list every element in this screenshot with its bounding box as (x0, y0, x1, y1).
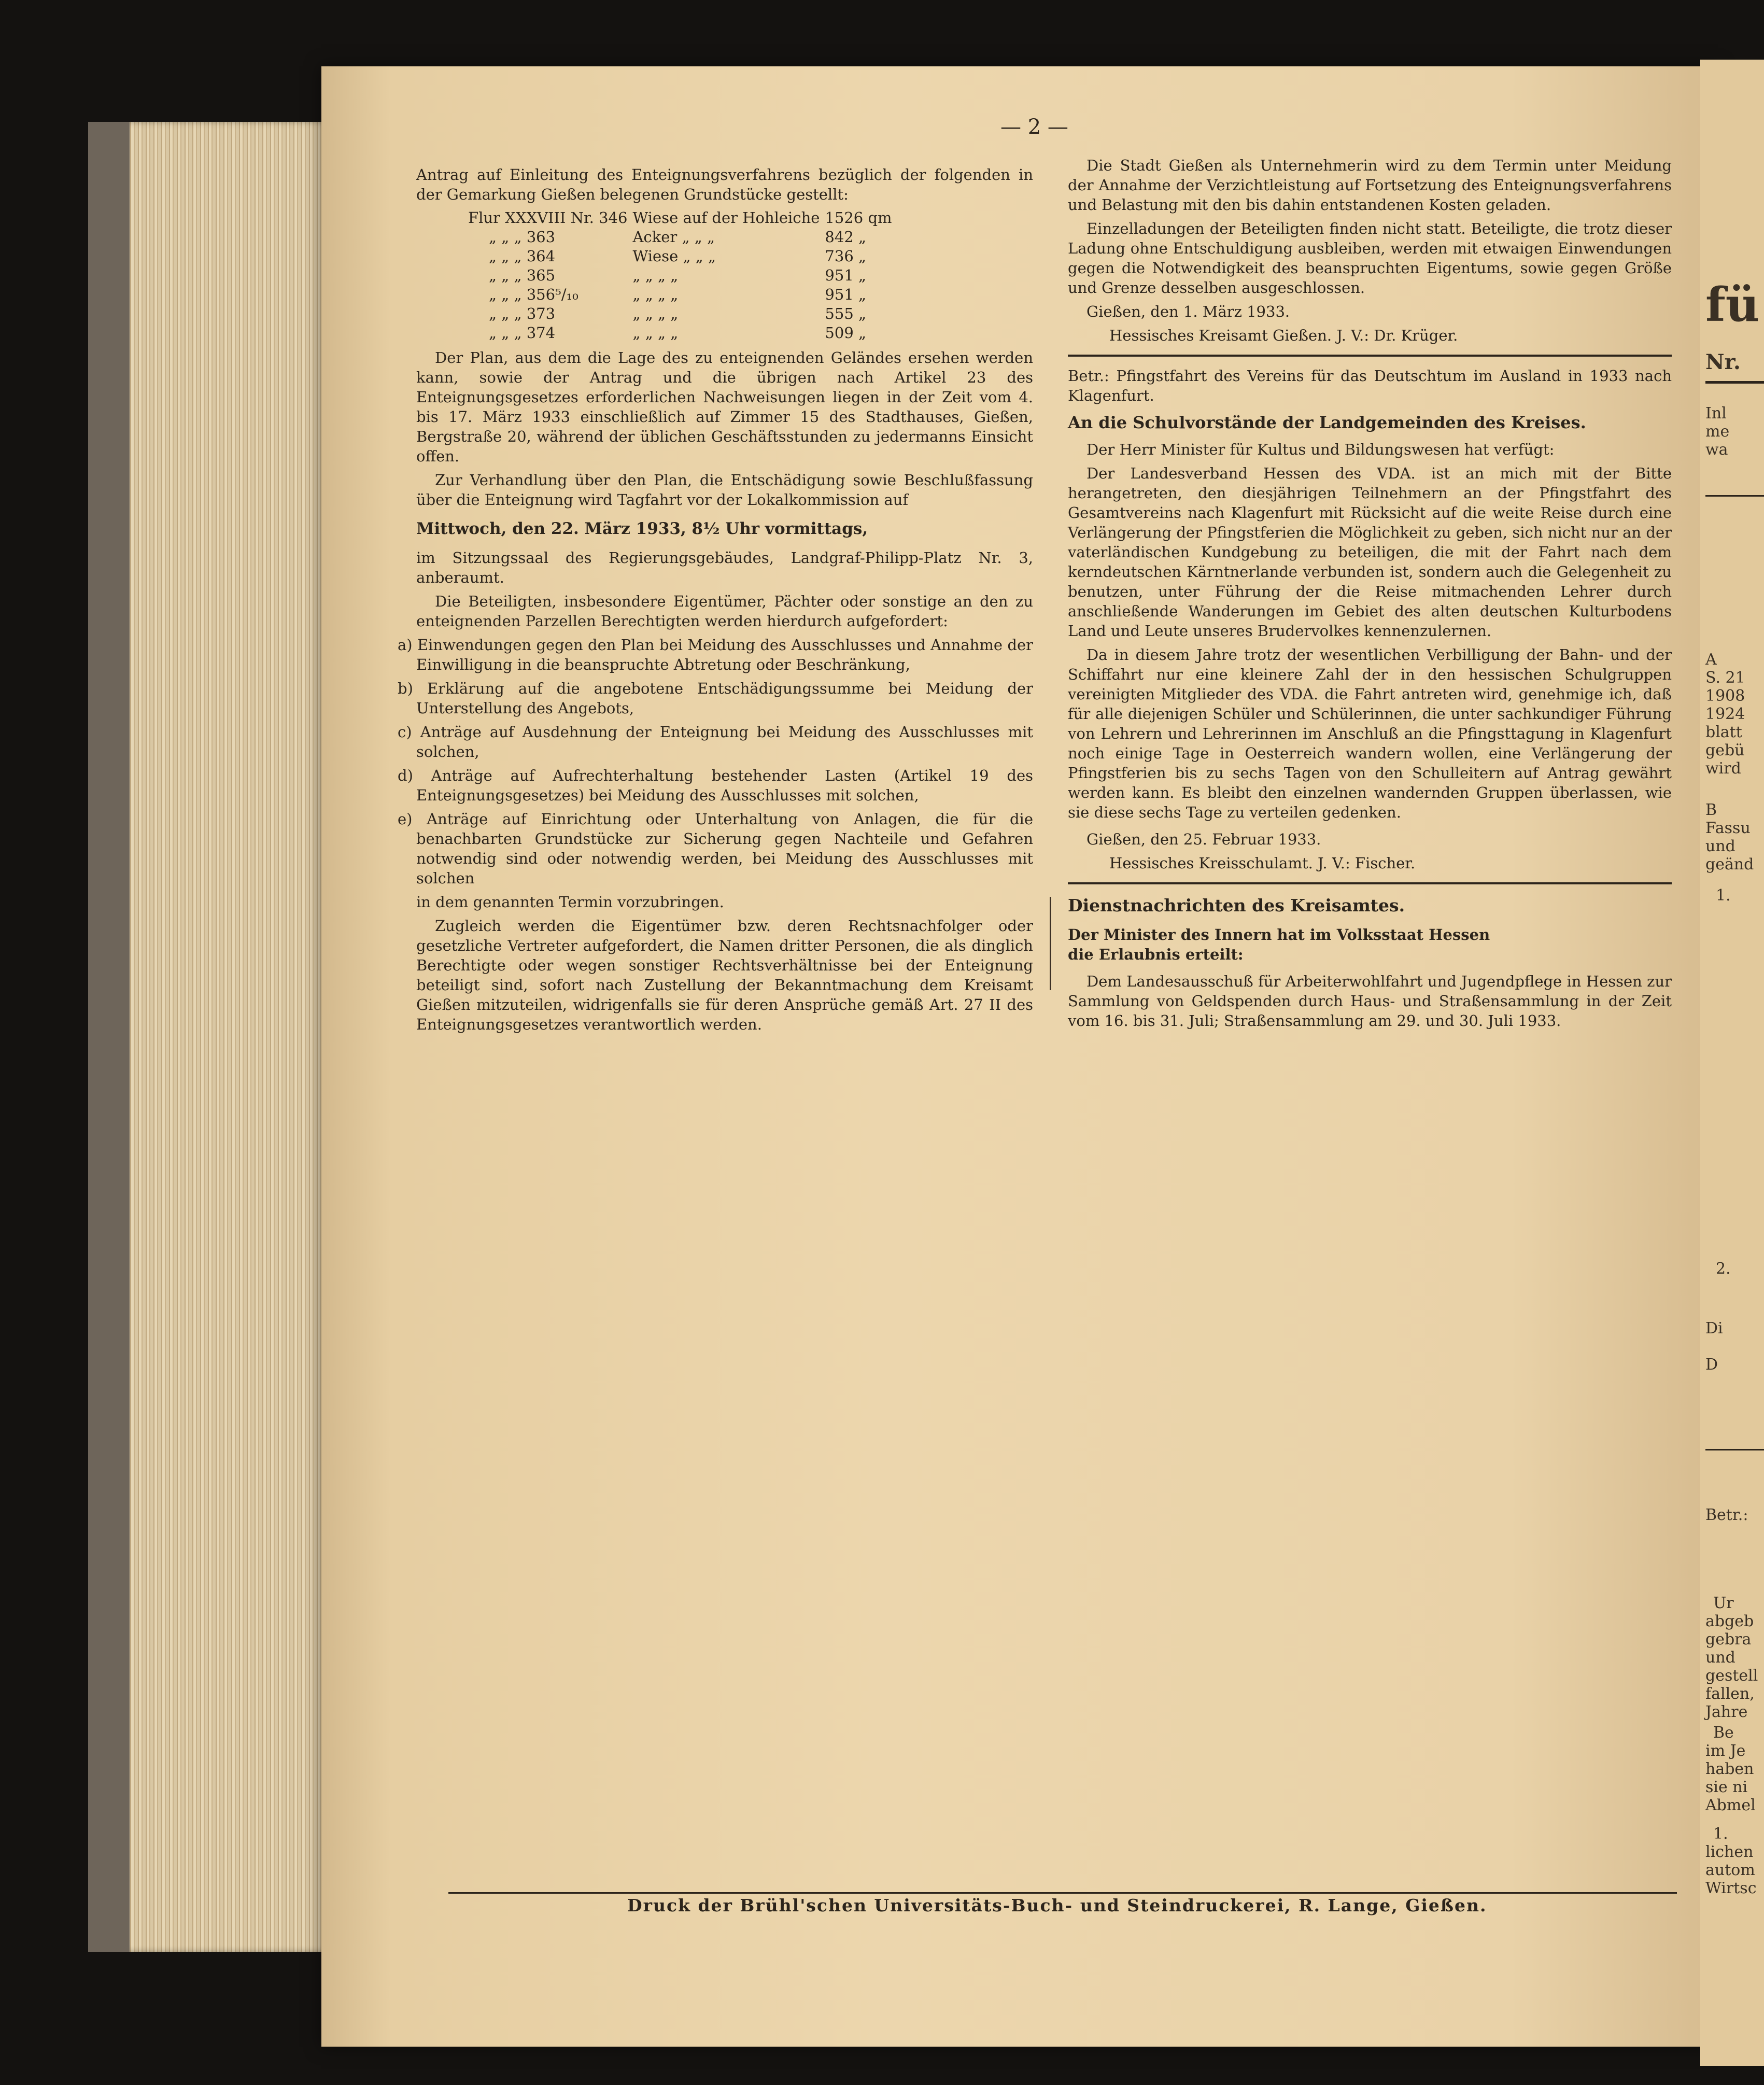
np-frag: fallen, (1705, 1685, 1755, 1703)
footer-rule (448, 1892, 1677, 1894)
subheading: die Erlaubnis erteilt: (1068, 946, 1244, 963)
np-frag: B (1705, 801, 1717, 819)
list-item: b) Erklärung auf die angebotene Entschädigungssumme bei Meidung der Unterstellung des Angebots, (398, 680, 1033, 717)
np-frag: 1924 (1705, 705, 1745, 723)
column-divider (1050, 897, 1051, 990)
np-frag: fü (1705, 277, 1760, 332)
np-rule (1705, 495, 1764, 497)
np-frag: Ur (1713, 1594, 1734, 1612)
signature: Hessisches Kreisamt Gießen. J. V.: Dr. Krüger. (1109, 327, 1458, 344)
da-paragraph: Da in diesem Jahre trotz der wesentlichen Verbilligung der Bahn- und der Schiffahrt nur eine kleinere Zahl der in den hessischen Schulgruppen vereinigten Mitglieder des VDA. die Fahrt antreten wird, genehmige ich, daß für alle diejenigen Schüler und Schülerinnen, die unter sachkundiger Führung von Lehrern und Lehrerinnen im Anschluß an die Pfingsttagung in Klagenfurt noch einige Tage in Oesterreich wandern wollen, eine Verlängerung der Pfingstferien bis zu sechs Tagen von den Schulleitern auf Antrag gewährt werden kann. Es bleibt den einzelnen wandernden Gruppen überlassen, wie sie diese sechs Tage zu verteilen gedenken. (1068, 646, 1672, 821)
list-item: a) Einwendungen gegen den Plan bei Meidung des Ausschlusses und Annahme der Einwilligung in die beanspruchte Abtretung oder Beschränkung, (398, 636, 1033, 673)
np-frag: blatt (1705, 723, 1742, 741)
np-frag: Betr.: (1705, 1506, 1748, 1524)
table-row (468, 208, 897, 228)
parcel-cell: „ „ „ 364 (489, 247, 556, 265)
table-row (468, 266, 897, 285)
parcel-cell: „ „ „ 365 (489, 266, 556, 284)
np-frag: 1908 (1705, 687, 1745, 705)
parcel-cell: „ „ „ „ (632, 266, 679, 284)
parcel-cell: 842 „ (825, 228, 867, 246)
parcel-cell: 951 „ (825, 266, 867, 284)
parcel-cell: „ „ „ „ (632, 286, 679, 303)
termin-paragraph: in dem genannten Termin vorzubringen. (416, 893, 724, 911)
np-frag: gebra (1705, 1630, 1752, 1649)
right-column (1068, 156, 1672, 1035)
plan-paragraph: Der Plan, aus dem die Lage des zu enteignenden Geländes ersehen werden kann, sowie der Antrag und die übrigen nach Artikel 23 des Enteignungsgesetzes erforderlichen Nachweisungen liegen in der Zeit vom 4. bis 17. März 1933 einschließlich auf Zimmer 15 des Stadthauses, Gießen, Bergstraße 20, während der üblichen Geschäftsstunden zu jedermanns Einsicht offen. (416, 349, 1033, 465)
signature: Hessisches Kreisschulamt. J. V.: Fischer. (1109, 854, 1416, 872)
section-heading: Dienstnachrichten des Kreisamtes. (1068, 895, 1405, 915)
section-rule (1068, 355, 1672, 357)
parcel-cell: 1526 qm (825, 209, 892, 227)
parcel-cell: Wiese auf der Hohleiche (632, 209, 820, 227)
subheading: Der Minister des Innern hat im Volksstaat Hessen (1068, 926, 1490, 943)
list-item: e) Anträge auf Einrichtung oder Unterhaltung von Anlagen, die für die benachbarten Grundstücke zur Sicherung gegen Nachteile und Gefahren notwendig sind oder notwendig werden, bei Meidung des Ausschlusses mit solchen (398, 810, 1033, 887)
np-frag: und (1705, 837, 1735, 855)
zugleich-paragraph: Zugleich werden die Eigentümer bzw. deren Rechtsnachfolger oder gesetzliche Vertreter aufgefordert, die Namen dritter Personen, die als dinglich Berechtigte oder wegen sonstiger Rechtsverhältnisse bei der Enteignung beteiligt sind, sofort nach Zustellung der Bekanntmachung dem Kreisamt Gießen mitzuteilen, widrigenfalls sie für deren Ansprüche gemäß Art. 27 II des Enteignungsgesetzes verantwortlich werden. (416, 917, 1033, 1033)
np-rule (1705, 381, 1764, 384)
table-row (468, 228, 897, 247)
sitzung-paragraph: im Sitzungssaal des Regierungsgebäudes, Landgraf-Philipp-Platz Nr. 3, anberaumt. (416, 549, 1033, 586)
einzelladungen-paragraph: Einzelladungen der Beteiligten finden nicht statt. Beteiligte, die trotz dieser Ladung ohne Entschuldigung ausbleiben, werden mit etwaigen Einwendungen gegen die Notwendigkeit des beanspruchten Eigentums, sowie gegen Größe und Grenze desselben ausgeschlossen. (1068, 220, 1672, 297)
parcel-cell: Wiese „ „ „ (632, 247, 716, 265)
parcel-cell: 555 „ (825, 305, 867, 322)
np-frag: Be (1713, 1724, 1734, 1742)
np-frag: gebü (1705, 741, 1745, 759)
np-frag: autom (1705, 1861, 1755, 1879)
left-column (398, 165, 1033, 1038)
np-frag: lichen (1705, 1843, 1754, 1861)
parcel-cell: „ „ „ „ (632, 305, 679, 322)
np-frag: Abmel (1705, 1796, 1756, 1814)
parcel-cell: 509 „ (825, 324, 867, 342)
hearing-date-line: Mittwoch, den 22. März 1933, 8½ Uhr vormittags, (416, 519, 868, 538)
np-frag: haben (1705, 1760, 1754, 1778)
parcel-cell: „ „ „ 356⁵/₁₀ (489, 286, 578, 303)
book-cover (88, 122, 130, 1952)
date-line: Gießen, den 25. Februar 1933. (1086, 830, 1321, 848)
parcel-cell: 736 „ (825, 247, 867, 265)
list-item: d) Anträge auf Aufrechterhaltung bestehender Lasten (Artikel 19 des Enteignungsgesetzes) bei Meidung des Ausschlusses mit solchen, (398, 767, 1033, 804)
parcel-cell: „ „ „ 363 (489, 228, 556, 246)
np-frag: 2. (1716, 1260, 1731, 1278)
parcel-cell: Flur XXXVIII Nr. 346 (468, 209, 628, 227)
np-frag: und (1705, 1649, 1735, 1667)
date-line: Gießen, den 1. März 1933. (1086, 303, 1290, 320)
np-frag: Nr. (1705, 350, 1741, 374)
np-rule (1705, 1449, 1764, 1450)
np-frag: Inl (1705, 404, 1727, 422)
page-number: — 2 — (1000, 115, 1068, 139)
parcel-table (468, 208, 897, 343)
list-item: c) Anträge auf Ausdehnung der Enteignung bei Meidung des Ausschlusses mit solchen, (398, 723, 1033, 760)
np-frag: geänd (1705, 855, 1754, 874)
parcel-cell: „ „ „ „ (632, 324, 679, 342)
np-frag: me (1705, 422, 1730, 441)
np-frag: Jahre (1705, 1703, 1748, 1721)
np-frag: Fassu (1705, 819, 1751, 837)
landesverband-paragraph: Der Landesverband Hessen des VDA. ist an mich mit der Bitte herangetreten, den diesjährigen Teilnehmern an der Pfingstfahrt des Gesamtvereins nach Klagenfurt mit Rücksicht auf die weite Reise durch eine Verlängerung der Pfingstferien die Möglichkeit zu geben, sich nicht nur an der vaterländischen Kundgebung zu beteiligen, die mit der Fahrt nach dem kerndeutschen Kärntnerlande verbunden ist, sondern auch die Gelegenheit zu benutzen, unter Führung der die Reise mitmachenden Lehrer durch anschließende Wanderungen im Gebiet des alten deutschen Kulturbodens Land und Leute unseres Brudervolkes kennenzulernen. (1068, 464, 1672, 640)
table-row (468, 304, 897, 323)
table-row (468, 247, 897, 266)
np-frag: 1. (1716, 886, 1731, 905)
betreff: Betr.: Pfingstfahrt des Vereins für das Deutschtum im Ausland in 1933 nach Klagenfurt. (1068, 367, 1672, 404)
landesausschuss-paragraph: Dem Landesausschuß für Arbeiterwohlfahrt und Jugendpflege in Hessen zur Sammlung von Geldspenden durch Haus- und Straßensammlung in der Zeit vom 16. bis 31. Juli; Straßensammlung am 29. und 30. Juli 1933. (1068, 973, 1672, 1030)
table-row (468, 285, 897, 304)
parcel-cell: „ „ „ 373 (489, 305, 556, 322)
intro-paragraph: Antrag auf Einleitung des Enteignungsverfahrens bezüglich der folgenden in der Gemarkung Gießen belegenen Grundstücke gestellt: (416, 166, 1033, 203)
np-frag: 1. (1713, 1825, 1728, 1843)
np-frag: im Je (1705, 1742, 1746, 1760)
np-frag: A (1705, 651, 1717, 669)
np-frag: gestell (1705, 1667, 1758, 1685)
verhandlung-paragraph: Zur Verhandlung über den Plan, die Entschädigung sowie Beschlußfassung über die Enteignung wird Tagfahrt vor der Lokalkommission auf (416, 471, 1033, 509)
np-frag: sie ni (1705, 1778, 1748, 1796)
adjacent-page-fragment (1700, 60, 1764, 2066)
table-row (468, 323, 897, 343)
printer-imprint: Druck der Brühl'schen Universitäts-Buch- und Steindruckerei, R. Lange, Gießen. (627, 1895, 1487, 1915)
np-frag: S. 21 (1705, 669, 1745, 687)
np-frag: Wirtsc (1705, 1879, 1757, 1897)
parcel-cell: „ „ „ 374 (489, 324, 556, 342)
np-frag: D (1705, 1356, 1718, 1374)
parcel-cell: Acker „ „ „ (632, 228, 715, 246)
np-frag: wa (1705, 441, 1728, 459)
parcel-cell: 951 „ (825, 286, 867, 303)
beteiligte-paragraph: Die Beteiligten, insbesondere Eigentümer, Pächter oder sonstige an den zu enteignenden Parzellen Berechtigten werden hierdurch aufgefordert: (416, 593, 1033, 630)
stadt-paragraph: Die Stadt Gießen als Unternehmerin wird zu dem Termin unter Meidung der Annahme der Verzichtleistung auf Fortsetzung des Enteignungsverfahrens und Belastung mit den bis dahin entstandenen Kosten geladen. (1068, 157, 1672, 214)
np-frag: abgeb (1705, 1612, 1754, 1630)
np-frag: wird (1705, 759, 1741, 778)
minister-paragraph: Der Herr Minister für Kultus und Bildungswesen hat verfügt: (1086, 441, 1555, 458)
section-rule (1068, 882, 1672, 884)
np-frag: Di (1705, 1319, 1723, 1337)
section-heading: An die Schulvorstände der Landgemeinden des Kreises. (1068, 413, 1586, 432)
